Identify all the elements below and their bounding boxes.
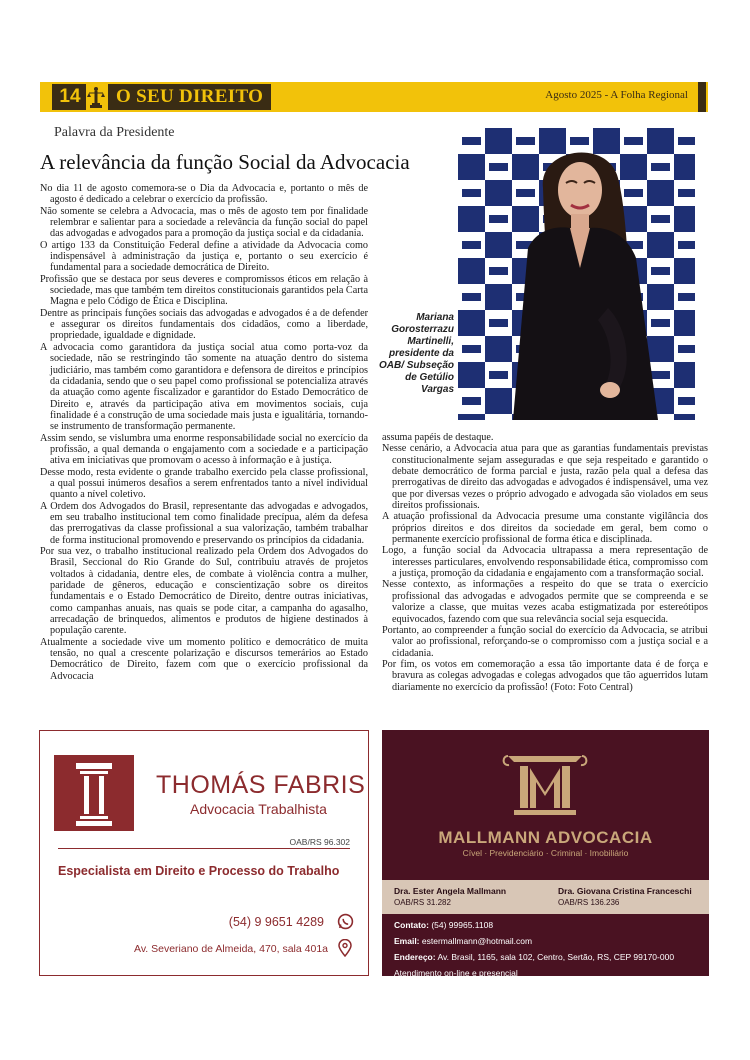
lawyer2-oab: OAB/RS 136.236 — [558, 898, 620, 907]
address-label: Endereço: — [394, 952, 436, 962]
justice-statue-icon — [86, 84, 106, 110]
paragraph: Profissão que se destaca por seus deveres e compromissos éticos em relação à sociedade, mas que também tem direitos constitucionais garantidos pela Carta Magna e pelo Código de Ética e Disciplina. — [40, 273, 368, 308]
paragraph: A atuação profissional da Advocacia presume uma constante vigilância dos próprios direitos e dos direitos da sociedade em geral, bem como o permanente exercício profissional de forma ética e disciplinada. — [382, 511, 708, 546]
email-value: estermallmann@hotmail.com — [421, 936, 533, 946]
header-end-block — [698, 82, 706, 112]
paragraph: A advocacia como garantidora da justiça social atua como porta-voz da sociedade, não se restringindo tão somente na atuação dentro do sistema judiciário, mas também como garantidora e defensora de direitos e princípios da cidadania, sendo que o seu papel como profissional se potencializa através da atuação como agente fiscalizador e garantidor do Estado Democrático de Direito e, através da participação ativa em movimentos sociais, cuja finalidade é a construção de uma sociedade mais justa e igualitária, tornando-se instrumento de transformação permanente. — [40, 341, 368, 433]
address-line — [394, 949, 704, 965]
mallmann-areas: Cível · Previdenciário · Criminal · Imobiliário — [462, 848, 629, 858]
paragraph: Nesse contexto, as informações a respeito do que se trata o exercício profissional das advogadas e advogados permite que se compreenda e se valorize a classe, que muitas vezes acaba estigmatizada por estereótipos equivocados, fazendo com que sua relevância social seja esquecida. — [382, 579, 708, 625]
mallmann-name: MALLMANN ADVOCACIA — [438, 828, 653, 847]
page-number: 14 — [52, 84, 88, 110]
photo-illustration — [458, 128, 695, 420]
location-pin-icon — [338, 939, 352, 957]
paragraph: Logo, a função social da Advocacia ultrapassa a mera representação de interesses particulares, envolvendo responsabilidade ética, compromisso com a justiça, promoção da cidadania e engajamento com a transformação social. — [382, 545, 708, 580]
mallmann-logo-icon — [500, 746, 590, 822]
lawyer1-oab: OAB/RS 31.282 — [394, 898, 451, 907]
section-title: O SEU DIREITO — [108, 84, 271, 110]
contact-label: Contato: — [394, 920, 429, 930]
thomas-phone: (54) 9 9651 4289 — [228, 915, 324, 929]
lawyer2-name: Dra. Giovana Cristina Franceschi — [558, 886, 692, 896]
email-label: Email: — [394, 936, 420, 946]
thomas-logo — [54, 755, 134, 831]
paragraph: Nesse cenário, a Advocacia atua para que as garantias fundamentais previstas constitucionalmente sejam asseguradas e que seja respeitado e garantido o debate democrático de forma parcial e justa, razão pela qual a defesa das prerrogativas de direito das advogadas e advogados é indispensável, uma vez que por diversas vezes o próprio advogado e advogada são violados em seus direitos profissionais. — [382, 443, 708, 512]
article-body-right — [382, 432, 708, 693]
paragraph: Por sua vez, o trabalho institucional realizado pela Ordem dos Advogados do Brasil, Seccional do Rio Grande do Sul, contribuiu através de projetos voltados à cidadania, dentre eles, de combate à violência contra a mulher, paridade de gêneros, educação e conscientização sobre os direitos fundamentais e o Estado Democrático de Direito, dentre outras iniciativas, como campanhas anuais, nas quais se pode citar, a campanha do agasalho, arrecadação de brinquedos, alimentos e produtos de higiene destinados à população carente. — [40, 546, 368, 637]
thomas-name: THOMÁS FABRIS — [156, 771, 366, 799]
thomas-address: Av. Severiano de Almeida, 470, sala 401a — [134, 943, 328, 955]
paragraph: O artigo 133 da Constituição Federal define a atividade da Advocacia como indispensável à administração da justiça e, portanto o seu exercício é fundamental para a sociedade democrática de Direito. — [40, 239, 368, 274]
paragraph: Desse modo, resta evidente o grande trabalho exercido pela classe profissional, a qual possui inúmeros desafios a serem enfrentados tanto a nível individual quanto a nível coletivo. — [40, 466, 368, 501]
thomas-subtitle: Advocacia Trabalhista — [190, 801, 327, 817]
article-kicker: Palavra da Presidente — [54, 125, 175, 140]
paragraph: Dentre as principais funções sociais das advogadas e advogados é a de defender e assegurar os direitos fundamentais dos cidadãos, como a liberdade, propriedade, igualdade e dignidade. — [40, 307, 368, 342]
mallmann-contact — [394, 917, 704, 981]
paragraph: assuma papéis de destaque. — [382, 432, 494, 443]
paragraph: No dia 11 de agosto comemora-se o Dia da Advocacia e, portanto o mês de agosto é dedicado a celebrar o exercício da profissão. — [40, 183, 368, 206]
paragraph: Não somente se celebra a Advocacia, mas o mês de agosto tem por finalidade relembrar e salientar para a sociedade a relevância da função social do papel das advogadas e advogados para a promoção da justiça social e da cidadania. — [40, 205, 368, 240]
ad-mallmann-advocacia — [382, 730, 709, 976]
paragraph: Portanto, ao compreender a função social do exercício da Advocacia, se atribui valor ao profissional, reforçando-se o compromisso com a justiça social e a cidadania. — [382, 624, 708, 659]
photo-caption: Mariana Gorosterrazu Martinelli, presidente da OAB/ Subseção de Getúlio Vargas — [378, 312, 454, 395]
article-body-left — [40, 183, 368, 682]
column-icon — [54, 755, 134, 831]
paragraph: Por fim, os votos em comemoração a essa tão importante data é de força e bravura as colegas advogadas e colegas advogados que tão aguerridos lutam diariamente no exercício da profissão! (Foto: Foto Central) — [382, 658, 708, 693]
thomas-divider — [58, 848, 350, 849]
article-title: A relevância da função Social da Advocacia — [40, 150, 410, 174]
email-line — [394, 933, 704, 949]
ad-thomas-fabris — [39, 730, 369, 976]
header-date: Agosto 2025 - A Folha Regional — [545, 89, 688, 101]
paragraph: Atualmente a sociedade vive um momento político e democrático de muita tensão, no qual a crescente polarização e discursos temerários ao Estado Democrático de Direito, fazem com que o exercício profissional da Advocacia — [40, 636, 368, 682]
lawyer1-name: Dra. Ester Angela Mallmann — [394, 886, 507, 896]
president-photo — [458, 128, 695, 420]
hours-line: Atendimento on-line e presencial — [394, 968, 518, 978]
whatsapp-icon — [337, 913, 354, 930]
contact-line — [394, 917, 704, 933]
thomas-oab: OAB/RS 96.302 — [289, 837, 350, 847]
contact-value: (54) 99965.1108 — [431, 920, 494, 930]
paragraph: A Ordem dos Advogados do Brasil, representante das advogadas e advogados, em seu trabalho institucional tem como finalidade precípua, além da defesa das prerrogativas da classe profissional a sua valorização, também trabalhar de forma institucional promovendo e preservando os princípios da cidadania. — [40, 500, 368, 546]
thomas-specialty: Especialista em Direito e Processo do Trabalho — [58, 864, 340, 878]
address-value: Av. Brasil, 1165, sala 102, Centro, Sertão, RS, CEP 99170-000 — [437, 952, 675, 962]
paragraph: Assim sendo, se vislumbra uma enorme responsabilidade social no exercício da profissão, a qual demanda o engajamento com a sociedade e a participação ativa em iniciativas que promovam o acesso à informação e à justiça. — [40, 432, 368, 467]
